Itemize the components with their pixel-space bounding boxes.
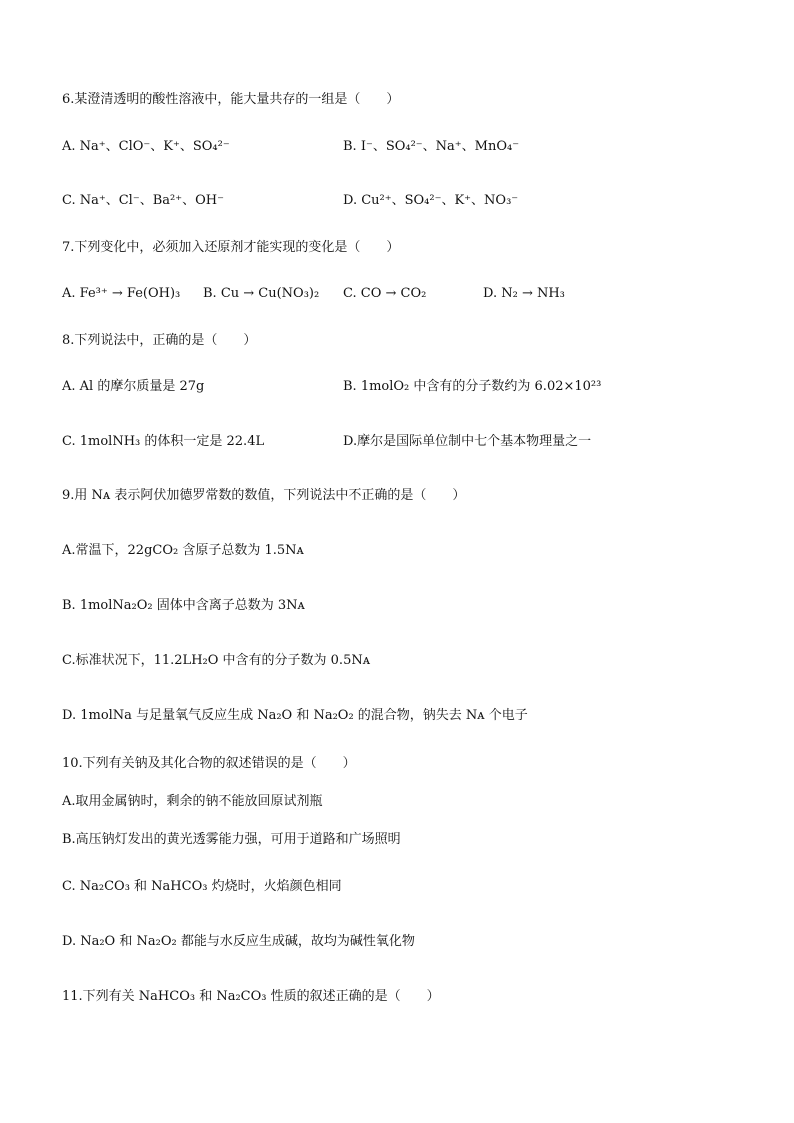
q10-option-d: D. Na₂O 和 Na₂O₂ 都能与水反应生成碱，故均为碱性氧化物	[62, 934, 415, 949]
q9-option-a: A.常温下，22gCO₂ 含原子总数为 1.5Nᴀ	[62, 543, 304, 558]
q9-option-d: D. 1molNa 与足量氧气反应生成 Na₂O 和 Na₂O₂ 的混合物，钠失去 Nᴀ 个电子	[62, 708, 528, 723]
q7-option-b: B. Cu → Cu(NO₃)₂	[203, 286, 320, 301]
q8-option-c: C. 1molNH₃ 的体积一定是 22.4L	[62, 434, 265, 449]
q9-stem: 9.用 Nᴀ 表示阿伏加德罗常数的数值，下列说法中不正确的是（ ）	[62, 488, 466, 503]
q7-option-c: C. CO → CO₂	[343, 286, 427, 301]
q8-option-b: B. 1molO₂ 中含有的分子数约为 6.02×10²³	[343, 379, 602, 394]
q10-option-c: C. Na₂CO₃ 和 NaHCO₃ 灼烧时，火焰颜色相同	[62, 879, 342, 894]
q10-stem: 10.下列有关钠及其化合物的叙述错误的是（ ）	[62, 756, 356, 771]
q6-option-d: D. Cu²⁺、SO₄²⁻、K⁺、NO₃⁻	[343, 193, 519, 208]
q7-option-a: A. Fe³⁺ → Fe(OH)₃	[62, 286, 181, 301]
q6-option-b: B. I⁻、SO₄²⁻、Na⁺、MnO₄⁻	[343, 139, 520, 154]
q7-stem: 7.下列变化中，必须加入还原剂才能实现的变化是（ ）	[62, 240, 400, 255]
q6-option-c: C. Na⁺、Cl⁻、Ba²⁺、OH⁻	[62, 193, 224, 208]
q8-option-d: D.摩尔是国际单位制中七个基本物理量之一	[343, 434, 592, 449]
q9-option-b: B. 1molNa₂O₂ 固体中含离子总数为 3Nᴀ	[62, 598, 305, 613]
q10-option-a: A.取用金属钠时，剩余的钠不能放回原试剂瓶	[62, 794, 323, 809]
q8-option-a: A. Al 的摩尔质量是 27g	[62, 379, 205, 394]
q8-stem: 8.下列说法中，正确的是（ ）	[62, 333, 257, 348]
q11-stem: 11.下列有关 NaHCO₃ 和 Na₂CO₃ 性质的叙述正确的是（ ）	[62, 989, 440, 1004]
q6-stem: 6.某澄清透明的酸性溶液中，能大量共存的一组是（ ）	[62, 92, 400, 107]
q7-option-d: D. N₂ → NH₃	[483, 286, 565, 301]
q6-option-a: A. Na⁺、ClO⁻、K⁺、SO₄²⁻	[62, 139, 230, 154]
q10-option-b: B.高压钠灯发出的黄光透雾能力强，可用于道路和广场照明	[62, 832, 401, 847]
q9-option-c: C.标准状况下，11.2LH₂O 中含有的分子数为 0.5Nᴀ	[62, 653, 371, 668]
